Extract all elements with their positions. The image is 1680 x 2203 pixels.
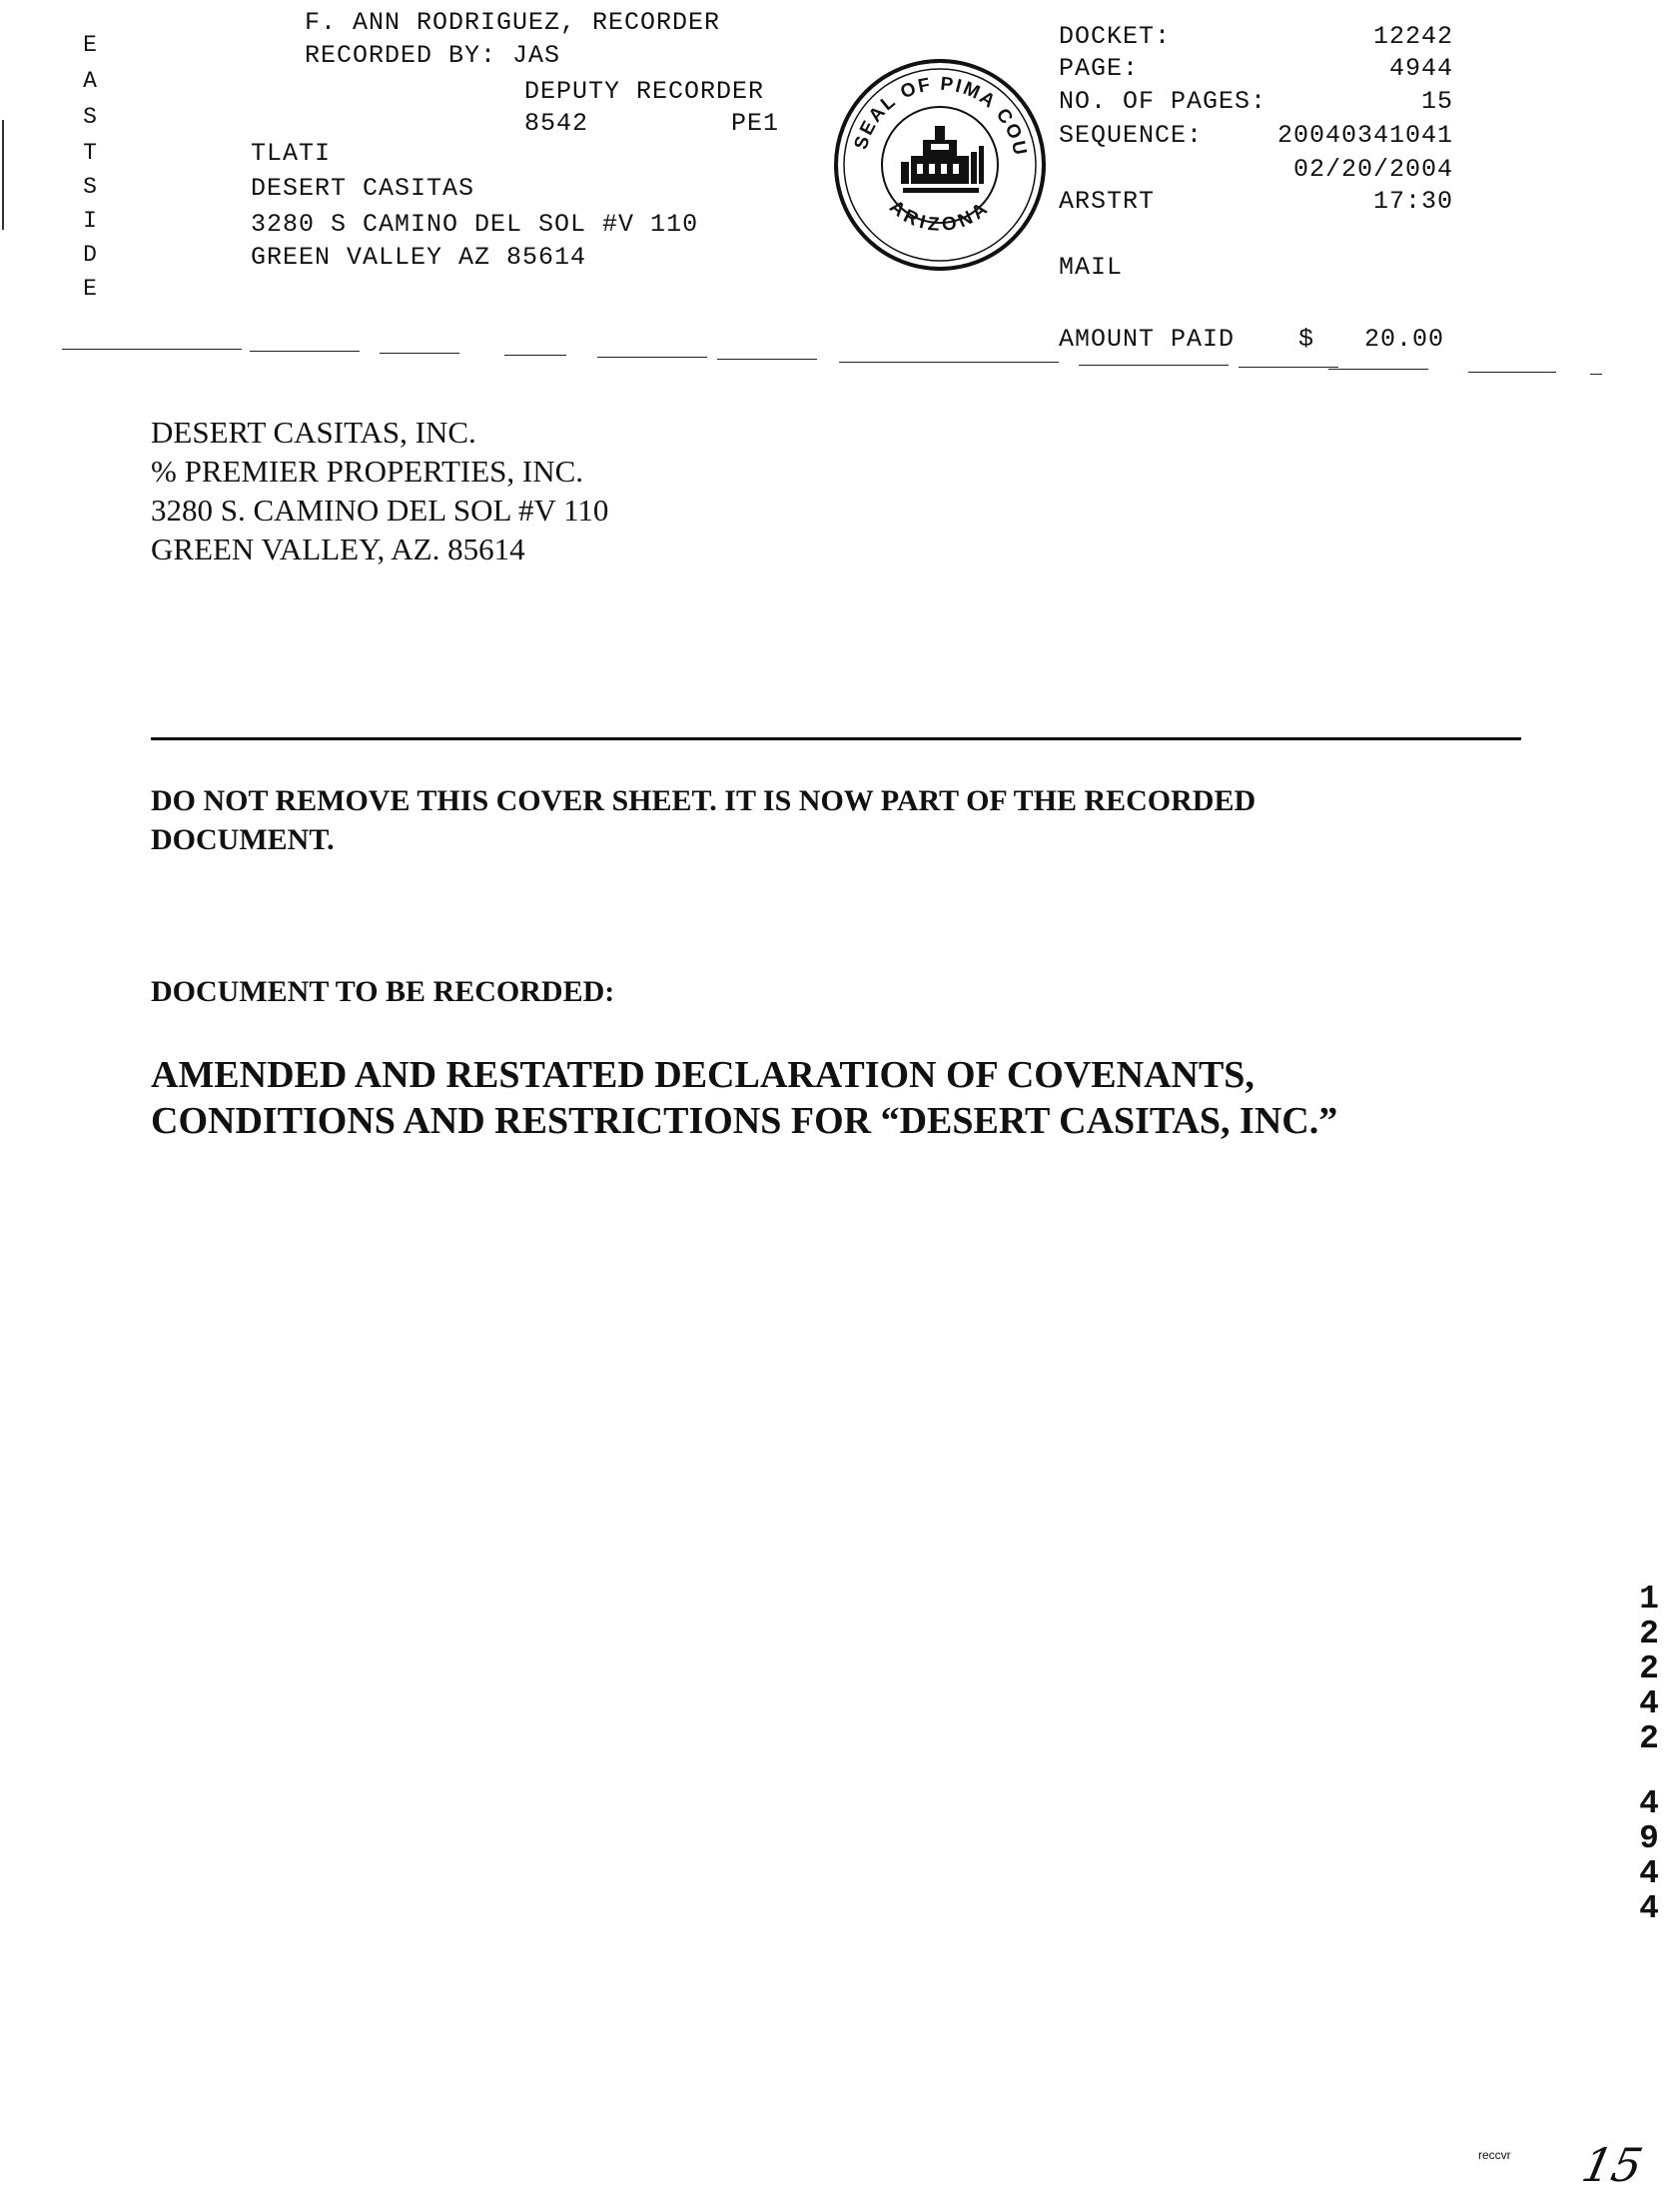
deputy-code: PE1 <box>731 109 780 138</box>
recorder-name: F. ANN RODRIGUEZ, RECORDER <box>305 8 721 37</box>
margin-digit: 2 <box>1639 1651 1659 1687</box>
recording-date: 02/20/2004 <box>1292 155 1453 184</box>
margin-digit: 4 <box>1639 1890 1659 1927</box>
deputy-title: DEPUTY RECORDER <box>524 77 765 106</box>
recorded-by: RECORDED BY: JAS <box>305 41 561 70</box>
page-label: PAGE: <box>1059 54 1140 83</box>
document-title-line1: AMENDED AND RESTATED DECLARATION OF COVENANTS, <box>151 1054 1255 1096</box>
docket-row <box>1059 22 1453 51</box>
addressee-block <box>151 413 608 568</box>
addressee-line2: % PREMIER PROPERTIES, INC. <box>151 454 584 489</box>
page-row <box>1059 54 1453 83</box>
sequence-value: 20040341041 <box>1276 121 1453 150</box>
sequence-label: SEQUENCE: <box>1059 121 1204 150</box>
return-to-line2: DESERT CASITAS <box>251 174 475 203</box>
document-label: DOCUMENT TO BE RECORDED: <box>151 975 615 1008</box>
svg-text:ARIZONA <box>885 197 994 237</box>
deputy-number: 8542 <box>524 109 589 138</box>
handwritten-page-count: 15 <box>1577 2138 1648 2192</box>
recording-time: 17:30 <box>1372 187 1453 216</box>
margin-digit: 4 <box>1639 1685 1659 1722</box>
docket-label: DOCKET: <box>1059 22 1172 51</box>
margin-docket-digits <box>1632 1582 1666 1756</box>
seal-bottom-text: ARIZONA <box>885 196 995 237</box>
side-stamp-letter: T <box>83 140 97 166</box>
pages-value: 15 <box>1420 87 1453 116</box>
addressee-line3: 3280 S. CAMINO DEL SOL #V 110 <box>151 493 609 528</box>
addressee-line4: GREEN VALLEY, AZ. 85614 <box>151 532 525 566</box>
seal-top-text: SEAL OF PIMA COU <box>850 73 1031 159</box>
page-value: 4944 <box>1388 54 1453 83</box>
scan-edge-mark <box>2 120 4 230</box>
form-code: reccvr <box>1478 2148 1511 2162</box>
document-title-line2: CONDITIONS AND RESTRICTIONS FOR “DESERT CASITAS, INC.” <box>151 1100 1338 1142</box>
pages-label: NO. OF PAGES: <box>1059 87 1267 116</box>
arstrt-row <box>1059 187 1453 216</box>
margin-page-digits <box>1632 1786 1666 1926</box>
side-stamp-letter: S <box>83 174 97 200</box>
addressee-line1: DESERT CASITAS, INC. <box>151 415 476 450</box>
margin-digit: 4 <box>1639 1855 1659 1892</box>
return-to-line1: TLATI <box>251 139 332 168</box>
side-stamp-letter: E <box>83 276 97 302</box>
county-seal <box>831 56 1049 274</box>
mail-label: MAIL <box>1059 253 1124 282</box>
amount-value: 20.00 <box>1364 325 1445 354</box>
margin-digit: 4 <box>1639 1785 1659 1822</box>
section-rule <box>151 737 1521 740</box>
document-title <box>151 1052 1337 1144</box>
margin-digit: 1 <box>1639 1581 1659 1618</box>
amount-currency: $ <box>1298 325 1315 354</box>
margin-digit: 2 <box>1639 1616 1659 1652</box>
margin-digit: 2 <box>1639 1720 1659 1757</box>
margin-digit: 9 <box>1639 1820 1659 1857</box>
arstrt-label: ARSTRT <box>1059 187 1156 216</box>
pages-row <box>1059 87 1453 116</box>
return-to-line3: 3280 S CAMINO DEL SOL #V 110 <box>251 210 699 239</box>
side-stamp-letter: E <box>83 32 97 58</box>
side-stamp-letter: A <box>83 68 97 94</box>
amount-label: AMOUNT PAID <box>1059 325 1236 354</box>
sequence-row <box>1059 121 1453 150</box>
docket-value: 12242 <box>1372 22 1453 51</box>
side-stamp-letter: D <box>83 242 97 268</box>
side-stamp-letter: I <box>83 208 97 234</box>
seal-graphic <box>831 56 1049 274</box>
date-row <box>1059 155 1453 184</box>
notice-block <box>151 781 1256 859</box>
notice-line2: DOCUMENT. <box>151 823 335 856</box>
side-stamp-letter: S <box>83 104 97 130</box>
return-to-line4: GREEN VALLEY AZ 85614 <box>251 243 587 272</box>
notice-line1: DO NOT REMOVE THIS COVER SHEET. IT IS NOW PART OF THE RECORDED <box>151 784 1257 817</box>
